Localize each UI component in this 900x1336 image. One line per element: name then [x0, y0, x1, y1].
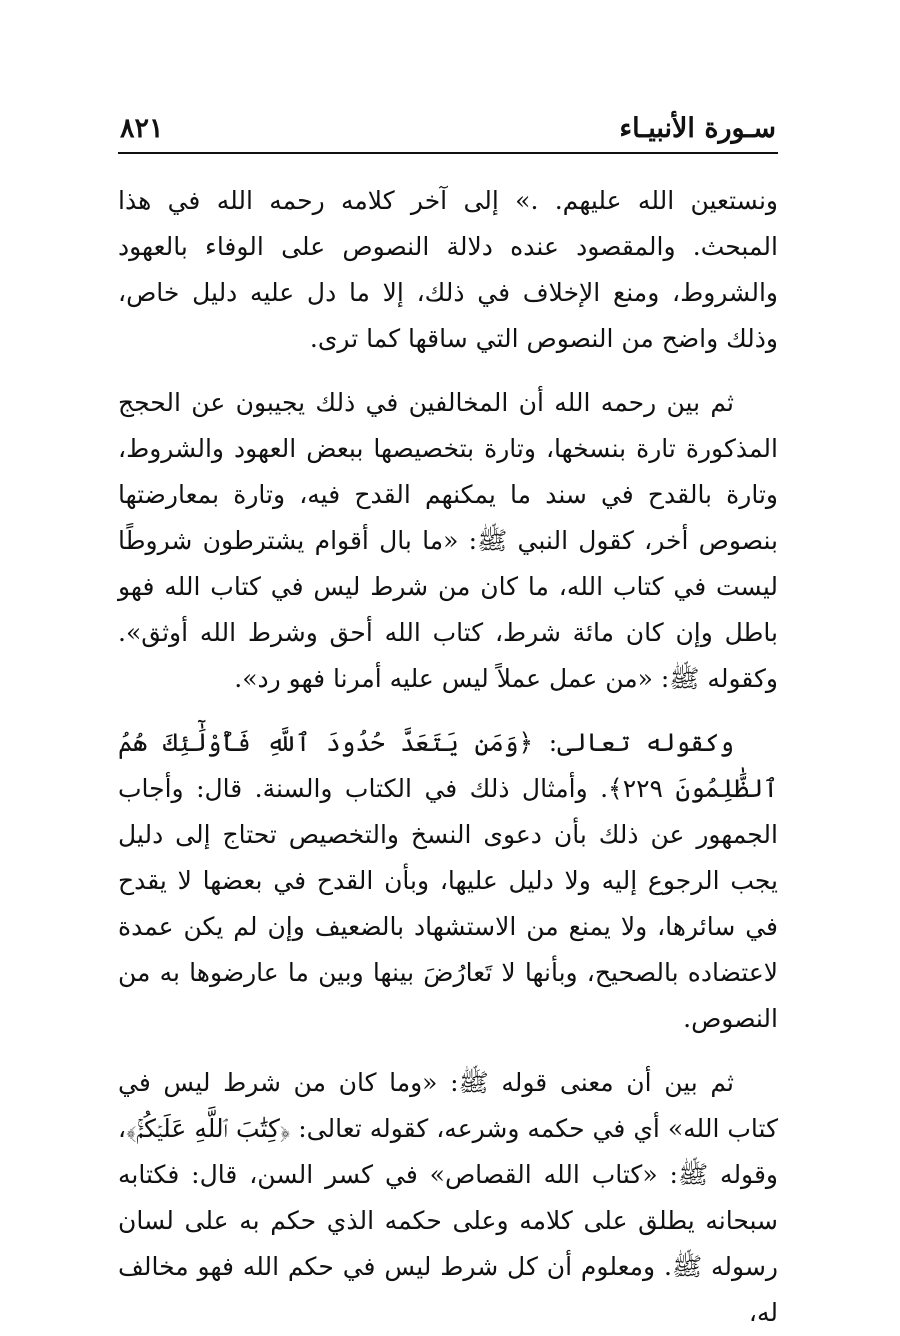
paragraph-2: ثم بين رحمه الله أن المخالفين في ذلك يجيبون عن الحجج المذكورة تارة بنسخها، وتارة بتخصيصها ببعض العهود والشروط، وتارة بالقدح في سند ما يمكنهم القدح فيه، وتارة بمعارضتها بنصوص أخر، كقول النبي ﷺ: «ما بال أقوام يشترطون شروطًا ليست في كتاب الله، ما كان من شرط ليس في كتاب الله فهو باطل وإن كان مائة شرط، كتاب الله أحق وشرط الله أوثق». وكقوله ﷺ: «من عمل عملاً ليس عليه أمرنا فهو رد». — [118, 388, 778, 693]
paragraph-1: ونستعين الله عليهم. .» إلى آخر كلامه رحمه الله في هذا المبحث. والمقصود عنده دلالة النصوص على الوفاء بالعهود والشروط، ومنع الإخلاف في ذلك، إلا ما دل عليه دليل خاص، وذلك واضح من النصوص التي ساقها كما ترى. — [118, 186, 778, 353]
page-number: ٨٢١ — [120, 113, 164, 144]
page-header — [118, 110, 778, 148]
paragraph-4: ثم بين أن معنى قوله ﷺ: «وما كان من شرط ليس في كتاب الله» أي في حكمه وشرعه، كقوله تعالى: ﴿كِتَٰبَ ٱللَّهِ عَلَيۡكُمۡۚ﴾، وقوله ﷺ: «كتاب الله القصاص» في كسر السن، قال: فكتابه سبحانه يطلق على كلامه وعلى حكمه الذي حكم به على لسان رسوله ﷺ. ومعلوم أن كل شرط ليس في حكم الله فهو مخالف له، — [118, 1068, 778, 1327]
paragraph-3: وكقوله تعالى: ﴿وَمَن يَتَعَدَّ حُدُودَ ٱللَّهِ فَأُوْلَٰٓئِكَ هُمُ ٱلظَّٰلِمُونَ ٢٢٩﴾. وأمثال ذلك في الكتاب والسنة. قال: وأجاب الجمهور عن ذلك بأن دعوى النسخ والتخصيص تحتاج إلى دليل يجب الرجوع إليه ولا دليل عليها، وبأن القدح في بعضها لا يقدح في سائرها، ولا يمنع من الاستشهاد بالضعيف وإن لم يكن عمدة لاعتضاده بالصحيح، وبأنها لا تَعارُضَ بينها وبين ما عارضوها به من النصوص. — [118, 728, 778, 1033]
header-divider — [118, 152, 778, 154]
page-body — [118, 178, 778, 1336]
surah-title: سـورة الأنبيـاء — [619, 113, 776, 144]
document-page — [118, 110, 778, 1336]
